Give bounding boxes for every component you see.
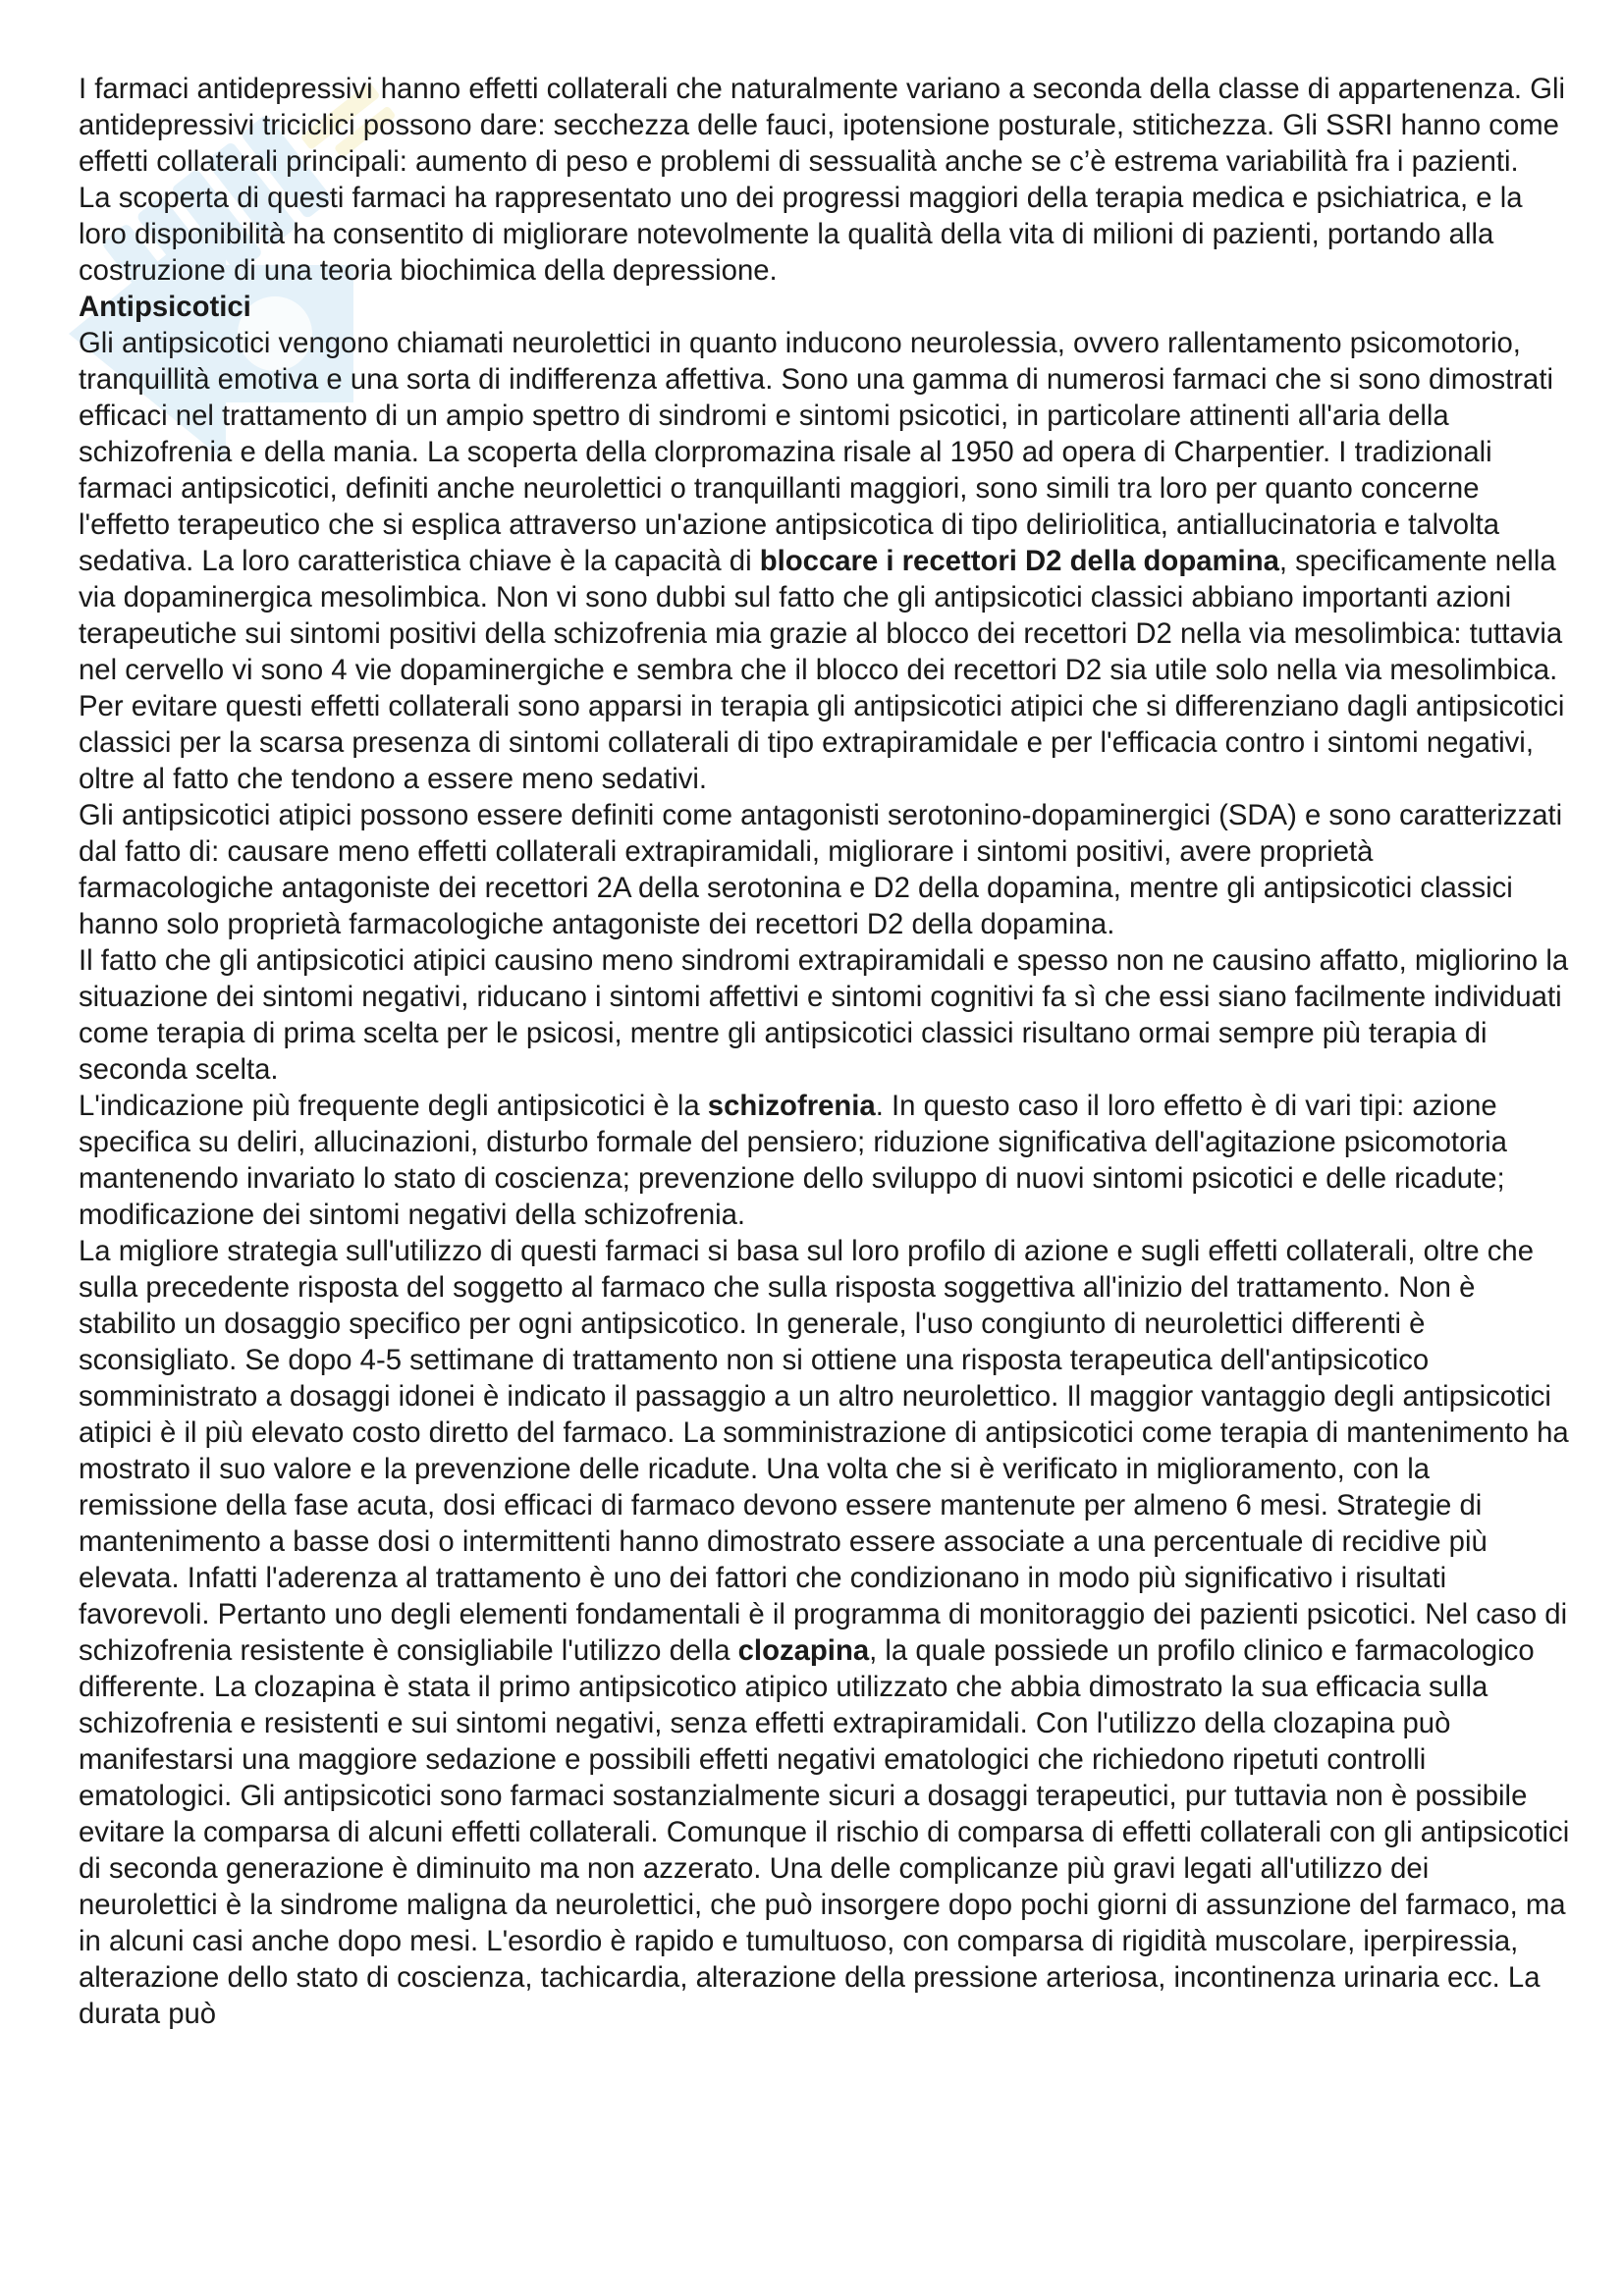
bold-text-clozapina: clozapina bbox=[737, 1634, 870, 1667]
document-body bbox=[79, 71, 1571, 2032]
text-run: . In questo caso il loro effetto è di vari tipi: azione specifica su deliri, allucinazioni, disturbo formale del pensiero; riduzione significativa dell'agitazione psicomotoria mantenendo invariato lo stato di coscienza; prevenzione dello sviluppo di nuovi sintomi psicotici e delle ricadute; modificazione dei sintomi negativi della schizofrenia. bbox=[79, 1090, 1507, 1231]
paragraph-schizophrenia-indication bbox=[79, 1088, 1571, 1233]
paragraph-antipsychotic-intro bbox=[79, 325, 1571, 688]
text-run: La migliore strategia sull'utilizzo di questi farmaci si basa sul loro profilo di azione e sugli effetti collaterali, oltre che sulla precedente risposta del soggetto al farmaco che sulla risposta soggettiva all'inizio del trattamento. Non è stabilito un dosaggio specifico per ogni antipsicotico. In generale, l'uso congiunto di neurolettici differenti è sconsigliato. Se dopo 4-5 settimane di trattamento non si ottiene una risposta terapeutica dell'antipsicotico somministrato a dosaggi idonei è indicato il passaggio a un altro neurolettico. Il maggior vantaggio degli antipsicotici atipici è il più elevato costo diretto del farmaco. La somministrazione di antipsicotici come terapia di mantenimento ha mostrato il suo valore e la prevenzione delle ricadute. Una volta che si è verificato in miglioramento, con la remissione della fase acuta, dosi efficaci di farmaco devono essere mantenute per almeno 6 mesi. Strategie di mantenimento a basse dosi o intermittenti hanno dimostrato essere associate a una percentuale di recidive più elevata. Infatti l'aderenza al trattamento è uno dei fattori che condizionano in modo più significativo i risultati favorevoli. Pertanto uno degli elementi fondamentali è il programma di monitoraggio dei pazienti psicotici. Nel caso di schizofrenia resistente è consigliabile l'utilizzo della bbox=[79, 1235, 1569, 1667]
paragraph-atypical-sda: Gli antipsicotici atipici possono essere definiti come antagonisti serotonino-dopaminergici (SDA) e sono caratterizzati dal fatto di: causare meno effetti collaterali extrapiramidali, migliorare i sintomi positivi, avere proprietà farmacologiche antagoniste dei recettori 2A della serotonina e D2 della dopamina, mentre gli antipsicotici classici hanno solo proprietà farmacologiche antagoniste dei recettori D2 della dopamina. bbox=[79, 799, 1563, 940]
text-run: Gli antipsicotici vengono chiamati neurolettici in quanto inducono neurolessia, ovvero rallentamento psicomotorio, tranquillità emotiva e una sorta di indifferenza affettiva. Sono una gamma di numerosi farmaci che si sono dimostrati efficaci nel trattamento di un ampio spettro di sindromi e sintomi psicotici, in particolare attinenti all'aria della schizofrenia e della mania. La scoperta della clorpromazina risale al 1950 ad opera di Charpentier. I tradizionali farmaci antipsicotici, definiti anche neurolettici o tranquillanti maggiori, sono simili tra loro per quanto concerne l'effetto terapeutico che si esplica attraverso un'azione antipsicotica di tipo deliriolitica, antiallucinatoria e talvolta sedativa. La loro caratteristica chiave è la capacità di bbox=[79, 327, 1553, 577]
text-run: L'indicazione più frequente degli antipsicotici è la bbox=[79, 1090, 708, 1122]
paragraph-antidepressant-discovery: La scoperta di questi farmaci ha rappresentato uno dei progressi maggiori della terapia medica e psichiatrica, e la loro disponibilità ha consentito di migliorare notevolmente la qualità della vita di milioni di pazienti, portando alla costruzione di una teoria biochimica della depressione. bbox=[79, 182, 1523, 287]
paragraph-atypical-intro: Per evitare questi effetti collaterali sono apparsi in terapia gli antipsicotici atipici che si differenziano dagli antipsicotici classici per la scarsa presenza di sintomi collaterali di tipo extrapiramidale e per l'efficacia contro i sintomi negativi, oltre al fatto che tendono a essere meno sedativi. bbox=[79, 690, 1565, 795]
section-heading-antipsicotici: Antipsicotici bbox=[79, 291, 251, 323]
bold-text-schizofrenia: schizofrenia bbox=[707, 1090, 876, 1122]
paragraph-atypical-first-choice: Il fatto che gli antipsicotici atipici causino meno sindromi extrapiramidali e spesso non ne causino affatto, migliorino la situazione dei sintomi negativi, riducano i sintomi affettivi e sintomi cognitivi fa sì che essi siano facilmente individuati come terapia di prima scelta per le psicosi, mentre gli antipsicotici classici risultano ormai sempre più terapia di seconda scelta. bbox=[79, 944, 1569, 1086]
bold-text-d2-receptors: bloccare i recettori D2 della dopamina bbox=[759, 545, 1279, 577]
text-run: , specificamente nella via dopaminergica mesolimbica. Non vi sono dubbi sul fatto che gli antipsicotici classici abbiano importanti azioni terapeutiche sui sintomi positivi della schizofrenia mia grazie al blocco dei recettori D2 nella via mesolimbica: tuttavia nel cervello vi sono 4 vie dopaminergiche e sembra che il blocco dei recettori D2 sia utile solo nella via mesolimbica. bbox=[79, 545, 1563, 686]
paragraph-antidepressant-side-effects: I farmaci antidepressivi hanno effetti collaterali che naturalmente variano a seconda della classe di appartenenza. Gli antidepressivi triciclici possono dare: secchezza delle fauci, ipotensione posturale, stitichezza. Gli SSRI hanno come effetti collaterali principali: aumento di peso e problemi di sessualità anche se c’è estrema variabilità fra i pazienti. bbox=[79, 73, 1566, 178]
paragraph-treatment-strategy bbox=[79, 1233, 1571, 2032]
text-run: , la quale possiede un profilo clinico e farmacologico differente. La clozapina è stata il primo antipsicotico atipico utilizzato che abbia dimostrato la sua efficacia sulla schizofrenia e resistenti e sui sintomi negativi, senza effetti extrapiramidali. Con l'utilizzo della clozapina può manifestarsi una maggiore sedazione e possibili effetti negativi ematologici che richiedono ripetuti controlli ematologici. Gli antipsicotici sono farmaci sostanzialmente sicuri a dosaggi terapeutici, pur tuttavia non è possibile evitare la comparsa di alcuni effetti collaterali. Comunque il rischio di comparsa di effetti collaterali con gli antipsicotici di seconda generazione è diminuito ma non azzerato. Una delle complicanze più gravi legati all'utilizzo dei neurolettici è la sindrome maligna da neurolettici, che può insorgere dopo pochi giorni di assunzione del farmaco, ma in alcuni casi anche dopo mesi. L'esordio è rapido e tumultuoso, con comparsa di rigidità muscolare, iperpiressia, alterazione dello stato di coscienza, tachicardia, alterazione della pressione arteriosa, incontinenza urinaria ecc. La durata può bbox=[79, 1634, 1570, 2030]
